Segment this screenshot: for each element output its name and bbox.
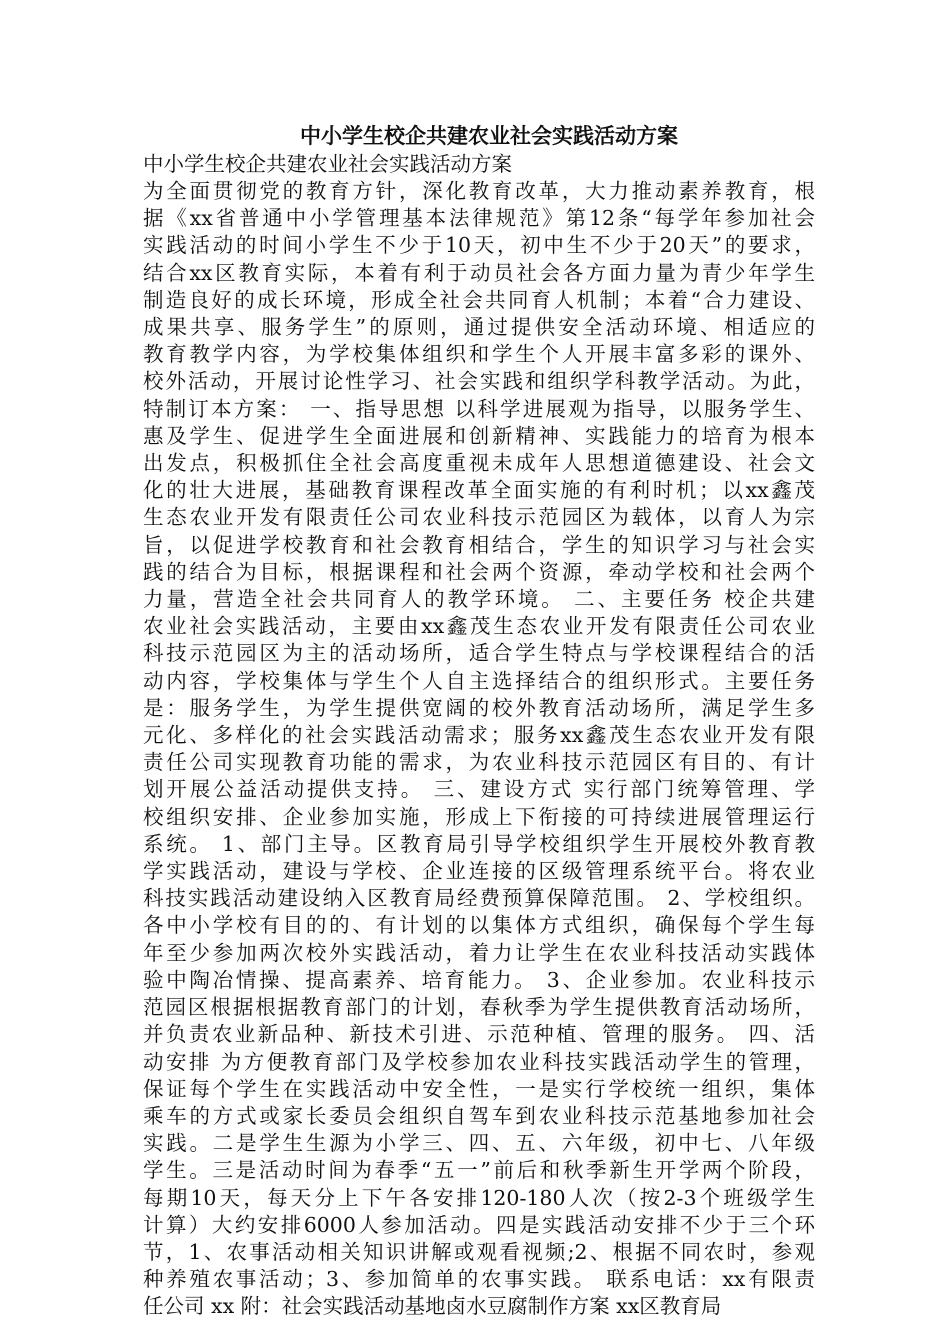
body-line: 旨，以促进学校教育和社会教育相结合，学生的知识学习与社会实 — [143, 532, 815, 557]
body-line: 保证每个学生在实践活动中安全性，一是实行学校统一组织，集体 — [143, 1076, 815, 1101]
body-line: 种养殖农事活动；3、参加简单的农事实践。 联系电话：xx有限责 — [143, 1267, 815, 1292]
body-line: 范园区根据根据教育部门的计划，春秋季为学生提供教育活动场所， — [143, 995, 815, 1020]
body-line: 并负责农业新品种、新技术引进、示范种植、管理的服务。 四、活 — [143, 1022, 815, 1047]
body-line: 责任公司实现教育功能的需求，为农业科技示范园区有目的、有计 — [143, 750, 815, 775]
body-line: 是：服务学生，为学生提供宽阔的校外教育活动场所，满足学生多 — [143, 695, 815, 720]
body-line: 任公司 xx 附：社会实践活动基地卤水豆腐制作方案 xx区教育局 — [143, 1294, 722, 1319]
body-line: 校外活动，开展讨论性学习、社会实践和组织学科教学活动。为此， — [143, 369, 815, 394]
document-subtitle: 中小学生校企共建农业社会实践活动方案 — [143, 152, 512, 176]
document-title: 中小学生校企共建农业社会实践活动方案 — [300, 123, 678, 148]
body-line: 出发点，积极抓住全社会高度重视未成年人思想道德建设、社会文 — [143, 451, 815, 476]
body-line: 每期10天，每天分上下午各安排120-180人次（按2-3个班级学生 — [143, 1185, 815, 1210]
body-line: 元化、多样化的社会实践活动需求；服务xx鑫茂生态农业开发有限 — [143, 723, 815, 748]
body-line: 结合xx区教育实际，本着有利于动员社会各方面力量为青少年学生 — [143, 260, 815, 285]
body-line: 节，1、农事活动相关知识讲解或观看视频;2、根据不同农时，参观 — [143, 1239, 815, 1264]
body-line: 各中小学校有目的的、有计划的以集体方式组织，确保每个学生每 — [143, 913, 815, 938]
body-line: 实践。二是学生生源为小学三、四、五、六年级，初中七、八年级 — [143, 1131, 815, 1156]
body-line: 验中陶冶情操、提高素养、培育能力。 3、企业参加。农业科技示 — [143, 967, 815, 992]
body-line: 生态农业开发有限责任公司农业科技示范园区为载体，以育人为宗 — [143, 505, 815, 530]
body-line: 科技示范园区为主的活动场所，适合学生特点与学校课程结合的活 — [143, 641, 815, 666]
body-line: 计算）大约安排6000人参加活动。四是实践活动安排不少于三个环 — [143, 1212, 815, 1237]
body-line: 为全面贯彻党的教育方针，深化教育改革，大力推动素养教育，根 — [143, 179, 815, 203]
body-line: 系统。 1、部门主导。区教育局引导学校组织学生开展校外教育教 — [143, 831, 815, 856]
body-line: 践的结合为目标，根据课程和社会两个资源，牵动学校和社会两个 — [143, 559, 815, 584]
body-line: 学生。三是活动时间为春季“五一”前后和秋季新生开学两个阶段， — [143, 1158, 815, 1183]
body-line: 化的壮大进展，基础教育课程改革全面实施的有利时机；以xx鑫茂 — [143, 478, 815, 503]
body-line: 据《xx省普通中小学管理基本法律规范》第12条“每学年参加社会 — [143, 206, 815, 231]
body-line: 惠及学生、促进学生全面进展和创新精神、实践能力的培育为根本 — [143, 423, 815, 448]
body-line: 成果共享、服务学生”的原则，通过提供安全活动环境、相适应的 — [143, 315, 815, 340]
document-body — [143, 178, 815, 1321]
body-line: 力量，营造全社会共同育人的教学环境。 二、主要任务 校企共建 — [143, 587, 815, 612]
body-line: 动安排 为方便教育部门及学校参加农业科技实践活动学生的管理， — [143, 1049, 815, 1074]
body-line: 年至少参加两次校外实践活动，着力让学生在农业科技活动实践体 — [143, 940, 815, 965]
body-line: 动内容，学校集体与学生个人自主选择结合的组织形式。主要任务 — [143, 668, 815, 693]
body-line: 农业社会实践活动，主要由xx鑫茂生态农业开发有限责任公司农业 — [143, 614, 815, 639]
body-line: 划开展公益活动提供支持。 三、建设方式 实行部门统筹管理、学 — [143, 777, 815, 802]
body-line: 教育教学内容，为学校集体组织和学生个人开展丰富多彩的课外、 — [143, 342, 815, 367]
body-line: 乘车的方式或家长委员会组织自驾车到农业科技示范基地参加社会 — [143, 1103, 815, 1128]
body-line: 校组织安排、企业参加实施，形成上下衔接的可持续进展管理运行 — [143, 804, 815, 829]
body-line: 实践活动的时间小学生不少于10天，初中生不少于20天”的要求， — [143, 233, 815, 258]
body-line: 科技实践活动建设纳入区教育局经费预算保障范围。 2、学校组织。 — [143, 886, 815, 911]
body-line: 制造良好的成长环境，形成全社会共同育人机制；本着“合力建设、 — [143, 287, 815, 312]
body-line: 特制订本方案： 一、指导思想 以科学进展观为指导，以服务学生、 — [143, 396, 815, 421]
document-page — [143, 120, 815, 1321]
body-line: 学实践活动，建设与学校、企业连接的区级管理系统平台。将农业 — [143, 859, 815, 884]
